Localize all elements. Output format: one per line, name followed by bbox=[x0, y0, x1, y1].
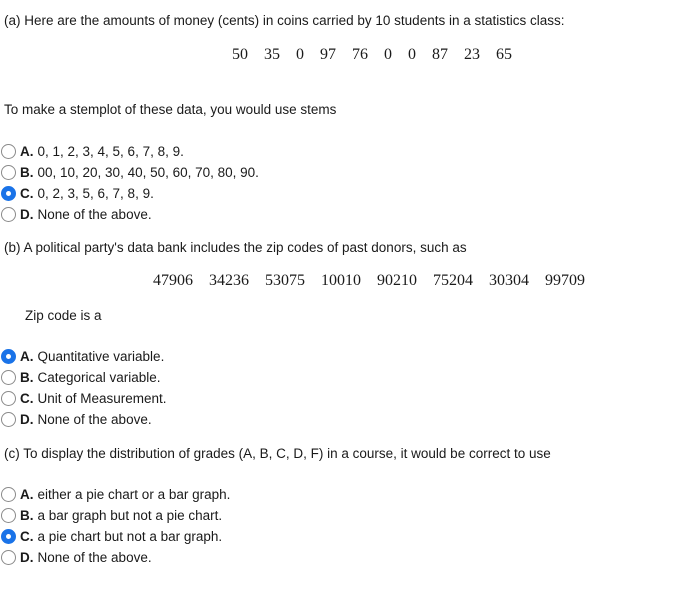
option-b[interactable] bbox=[0, 162, 259, 182]
option-letter: D. bbox=[20, 549, 34, 565]
option-text: 0, 1, 2, 3, 4, 5, 6, 7, 8, 9. bbox=[37, 143, 184, 159]
data-value: 87 bbox=[432, 46, 448, 63]
option-d[interactable] bbox=[0, 547, 152, 567]
option-b[interactable] bbox=[0, 505, 222, 525]
radio-unselected-icon[interactable] bbox=[1, 508, 16, 523]
radio-unselected-icon[interactable] bbox=[1, 207, 16, 222]
option-c[interactable] bbox=[0, 526, 222, 546]
data-value: 0 bbox=[408, 46, 416, 63]
option-text: None of the above. bbox=[37, 411, 152, 427]
option-d[interactable] bbox=[0, 409, 152, 429]
option-letter: B. bbox=[20, 164, 34, 180]
radio-unselected-icon[interactable] bbox=[1, 391, 16, 406]
part-c-prompt: (c) To display the distribution of grades (A, B, C, D, F) in a course, it would be correct to use bbox=[4, 446, 551, 461]
radio-unselected-icon[interactable] bbox=[1, 165, 16, 180]
part-a-data bbox=[232, 46, 512, 64]
part-b-data bbox=[153, 272, 585, 290]
option-letter: D. bbox=[20, 206, 34, 222]
option-letter: D. bbox=[20, 411, 34, 427]
radio-unselected-icon[interactable] bbox=[1, 412, 16, 427]
part-a-question: To make a stemplot of these data, you would use stems bbox=[4, 102, 337, 117]
option-text: Categorical variable. bbox=[37, 369, 161, 385]
data-value: 0 bbox=[296, 46, 304, 63]
radio-unselected-icon[interactable] bbox=[1, 550, 16, 565]
data-value: 97 bbox=[320, 46, 336, 63]
data-value: 76 bbox=[352, 46, 368, 63]
option-a[interactable] bbox=[0, 346, 164, 366]
radio-selected-icon[interactable] bbox=[1, 349, 16, 364]
option-text: a bar graph but not a pie chart. bbox=[37, 507, 223, 523]
option-letter: A. bbox=[20, 143, 34, 159]
data-value: 0 bbox=[384, 46, 392, 63]
option-a[interactable] bbox=[0, 484, 230, 504]
data-value: 53075 bbox=[265, 272, 305, 289]
option-letter: A. bbox=[20, 348, 34, 364]
data-value: 65 bbox=[496, 46, 512, 63]
option-c[interactable] bbox=[0, 183, 154, 203]
option-letter: B. bbox=[20, 507, 34, 523]
data-value: 23 bbox=[464, 46, 480, 63]
option-letter: A. bbox=[20, 486, 34, 502]
data-value: 90210 bbox=[377, 272, 417, 289]
part-b-prompt: (b) A political party's data bank includes the zip codes of past donors, such as bbox=[4, 240, 467, 255]
data-value: 75204 bbox=[433, 272, 473, 289]
option-letter: C. bbox=[20, 185, 34, 201]
option-text: a pie chart but not a bar graph. bbox=[37, 528, 223, 544]
part-a-prompt: (a) Here are the amounts of money (cents) in coins carried by 10 students in a statistics class: bbox=[4, 13, 565, 28]
option-text: None of the above. bbox=[37, 549, 152, 565]
radio-selected-icon[interactable] bbox=[1, 186, 16, 201]
option-text: Unit of Measurement. bbox=[37, 390, 167, 406]
data-value: 99709 bbox=[545, 272, 585, 289]
option-b[interactable] bbox=[0, 367, 161, 387]
radio-unselected-icon[interactable] bbox=[1, 487, 16, 502]
option-letter: B. bbox=[20, 369, 34, 385]
radio-unselected-icon[interactable] bbox=[1, 144, 16, 159]
option-text: None of the above. bbox=[37, 206, 152, 222]
option-a[interactable] bbox=[0, 141, 184, 161]
option-text: Quantitative variable. bbox=[37, 348, 165, 364]
data-value: 47906 bbox=[153, 272, 193, 289]
option-c[interactable] bbox=[0, 388, 167, 408]
data-value: 35 bbox=[264, 46, 280, 63]
option-letter: C. bbox=[20, 528, 34, 544]
option-d[interactable] bbox=[0, 204, 152, 224]
data-value: 50 bbox=[232, 46, 248, 63]
option-text: 0, 2, 3, 5, 6, 7, 8, 9. bbox=[37, 185, 154, 201]
radio-selected-icon[interactable] bbox=[1, 529, 16, 544]
data-value: 30304 bbox=[489, 272, 529, 289]
option-text: either a pie chart or a bar graph. bbox=[37, 486, 231, 502]
data-value: 34236 bbox=[209, 272, 249, 289]
option-text: 00, 10, 20, 30, 40, 50, 60, 70, 80, 90. bbox=[37, 164, 259, 180]
option-letter: C. bbox=[20, 390, 34, 406]
part-b-question: Zip code is a bbox=[25, 308, 102, 323]
radio-unselected-icon[interactable] bbox=[1, 370, 16, 385]
data-value: 10010 bbox=[321, 272, 361, 289]
